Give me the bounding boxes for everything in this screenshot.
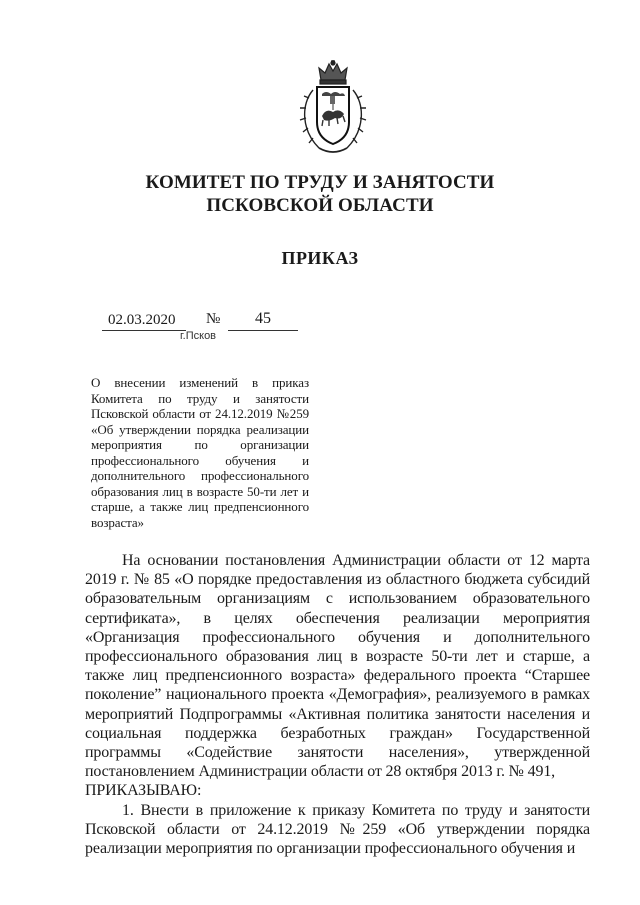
order-body <box>85 551 590 858</box>
shield-icon <box>317 87 349 144</box>
coat-of-arms-emblem <box>295 60 371 158</box>
order-subject: О внесении изменений в приказ Комитета по труду и занятости Псковской области от 24.12.2019 №259 «Об утверждении порядка реализации мероприятия по организации профессионального обучения и дополнительного профессионального образования лиц в возрасте 50-ти лет и старше, а также лиц предпенсионного возраста» <box>91 375 309 530</box>
organization-title-line1: КОМИТЕТ ПО ТРУДУ И ЗАНЯТОСТИ <box>145 172 495 193</box>
organization-title <box>0 171 640 217</box>
preamble-paragraph: На основании постановления Администрации области от 12 марта 2019 г. № 85 «О порядке предоставления из областного бюджета субсидий образовательным организациям с использованием образовательного сертификата», в целях обеспечения реализации мероприятия «Организация профессионального обучения и дополнительного профессионального образования лиц в возрасте 50-ти лет и старше, а также лиц предпенсионного возраста» федерального проекта “Старшее поколение” национального проекта «Демография», реализуемого в рамках мероприятий Подпрограммы «Активная политика занятости населения и социальная поддержка безработных граждан» Государственной программы «Содействие занятости населения», утвержденной постановлением Администрации области от 28 октября 2013 г. № 491, <box>85 552 590 781</box>
number-underline <box>228 330 298 331</box>
organization-title-line2: ПСКОВСКОЙ ОБЛАСТИ <box>206 195 434 216</box>
crown-icon <box>319 60 347 84</box>
city-label: г.Псков <box>180 330 217 342</box>
document-type-heading: ПРИКАЗ <box>281 248 359 268</box>
order-number: 45 <box>255 310 271 327</box>
order-number-sign: № <box>206 311 221 327</box>
date-underline <box>102 330 186 331</box>
order-date: 02.03.2020 <box>108 312 176 328</box>
order-directive-word: ПРИКАЗЫВАЮ: <box>85 782 202 800</box>
item-1-paragraph: 1. Внести в приложение к приказу Комитета по труду и занятости Псковской области от 24.12.2019 №259 «Об утверждении порядка реализации мероприятия по организации профессионального обучения и <box>85 801 590 858</box>
